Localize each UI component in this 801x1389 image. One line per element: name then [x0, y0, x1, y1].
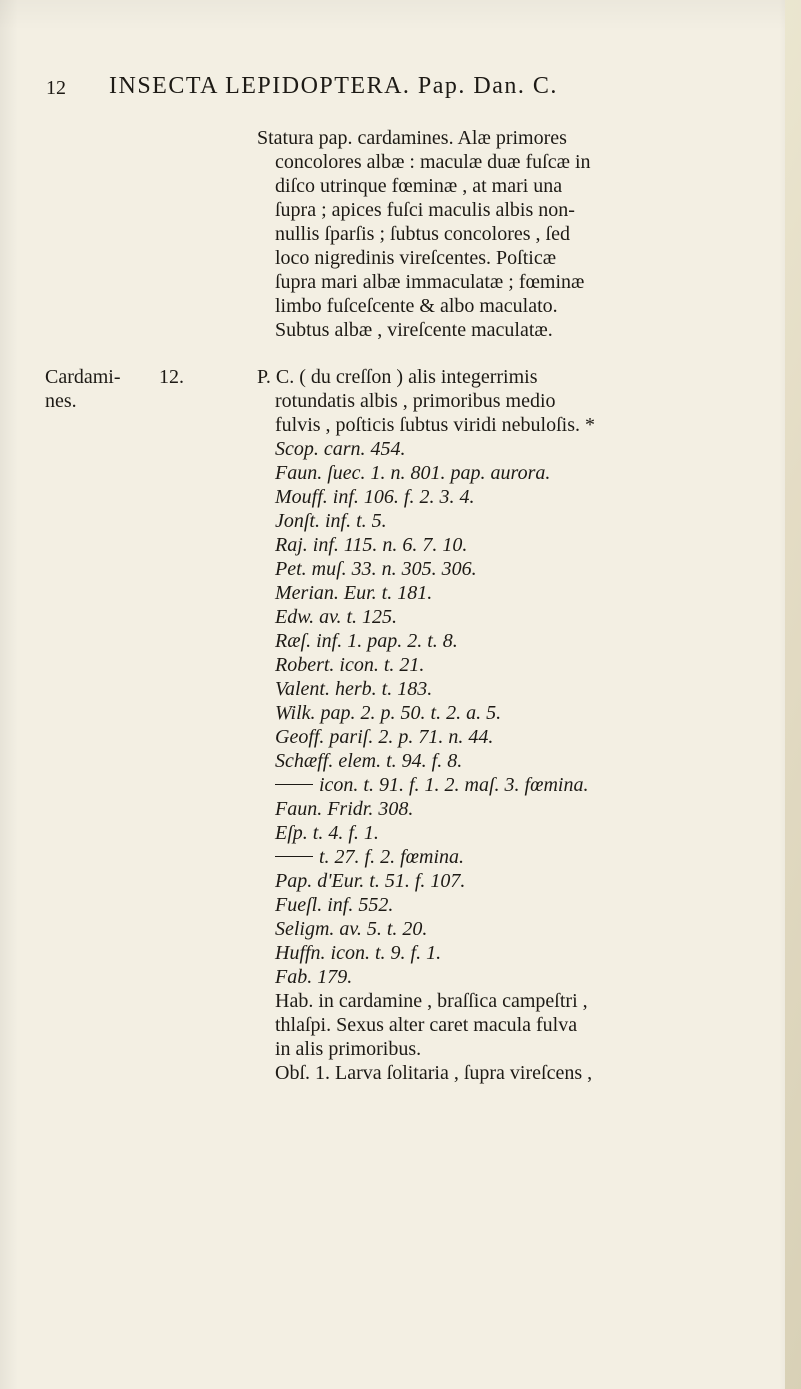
entry-line-18 [257, 773, 777, 797]
entry-line-18-text: icon. t. 91. f. 1. 2. maſ. 3. fœmina. [319, 774, 589, 796]
entry-line-30: Obſ. 1. Larva ſolitaria , ſupra vireſcens , [275, 1062, 593, 1084]
entry-text [257, 365, 777, 1085]
entry-line-4: Scop. carn. 454. [275, 438, 406, 460]
intro-line-9: Subtus albæ , vireſcente maculatæ. [275, 319, 553, 341]
entry-line-22: Pap. d'Eur. t. 51. f. 107. [275, 870, 466, 892]
entry-line-8: Raj. inf. 115. n. 6. 7. 10. [275, 534, 468, 556]
entry-line-11: Edw. av. t. 125. [275, 606, 398, 628]
ditto-dash-2 [275, 856, 313, 857]
page-number: 12 [46, 77, 66, 99]
intro-line-4: ſupra ; apices fuſci maculis albis non- [275, 199, 575, 221]
entry-number: 12. [159, 366, 184, 388]
entry-line-2: rotundatis albis , primoribus medio [275, 390, 556, 412]
entry-line-26: Fab. 179. [275, 966, 353, 988]
entry-line-21 [257, 845, 777, 869]
ditto-dash [275, 784, 313, 785]
entry-line-9: Pet. muſ. 33. n. 305. 306. [275, 558, 477, 580]
margin-note [45, 365, 155, 413]
entry-line-3: fulvis , poſticis ſubtus viridi nebuloſis. * [275, 414, 595, 436]
page-edge [785, 0, 801, 1389]
entry-line-13: Robert. icon. t. 21. [275, 654, 425, 676]
margin-line-1: Cardami- [45, 366, 121, 388]
entry-line-27: Hab. in cardamine , braſſica campeſtri , [275, 990, 588, 1012]
intro-line-3: diſco utrinque fœminæ , at mari una [275, 175, 563, 197]
running-head: INSECTA LEPIDOPTERA. Pap. Dan. C. [109, 73, 558, 99]
intro-text [257, 126, 767, 342]
intro-line-5: nullis ſparſis ; ſubtus concolores , ſed [275, 223, 570, 245]
entry-line-16: Geoff. pariſ. 2. p. 71. n. 44. [275, 726, 494, 748]
entry-line-17: Schæff. elem. t. 94. f. 8. [275, 750, 463, 772]
entry-line-23: Fueſl. inf. 552. [275, 894, 394, 916]
entry-line-29: in alis primoribus. [275, 1038, 422, 1060]
entry-line-21-text: t. 27. f. 2. fœmina. [319, 846, 465, 868]
entry-line-10: Merian. Eur. t. 181. [275, 582, 433, 604]
intro-line-8: limbo fuſceſcente & albo maculato. [275, 295, 558, 317]
entry-line-24: Seligm. av. 5. t. 20. [275, 918, 428, 940]
entry-line-1: P. C. ( du creſſon ) alis integerrimis [257, 366, 538, 388]
entry-line-6: Mouff. inf. 106. f. 2. 3. 4. [275, 486, 475, 508]
intro-line-2: concolores albæ : maculæ duæ fuſcæ in [275, 151, 591, 173]
entry-line-15: Wilk. pap. 2. p. 50. t. 2. a. 5. [275, 702, 502, 724]
intro-line-1: Statura pap. cardamines. Alæ primores [257, 127, 567, 149]
entry-line-20: Eſp. t. 4. f. 1. [275, 822, 379, 844]
margin-line-2: nes. [45, 390, 77, 412]
intro-line-7: ſupra mari albæ immaculatæ ; fœminæ [275, 271, 585, 293]
entry-line-12: Ræſ. inf. 1. pap. 2. t. 8. [275, 630, 458, 652]
entry-line-14: Valent. herb. t. 183. [275, 678, 433, 700]
entry-line-25: Huffn. icon. t. 9. f. 1. [275, 942, 442, 964]
entry-line-28: thlaſpi. Sexus alter caret macula fulva [275, 1014, 578, 1036]
entry-line-19: Faun. Fridr. 308. [275, 798, 414, 820]
intro-line-6: loco nigredinis vireſcentes. Poſticæ [275, 247, 557, 269]
entry-line-5: Faun. ſuec. 1. n. 801. pap. aurora. [275, 462, 551, 484]
page-header [46, 74, 746, 110]
entry-line-7: Jonſt. inf. t. 5. [275, 510, 387, 532]
